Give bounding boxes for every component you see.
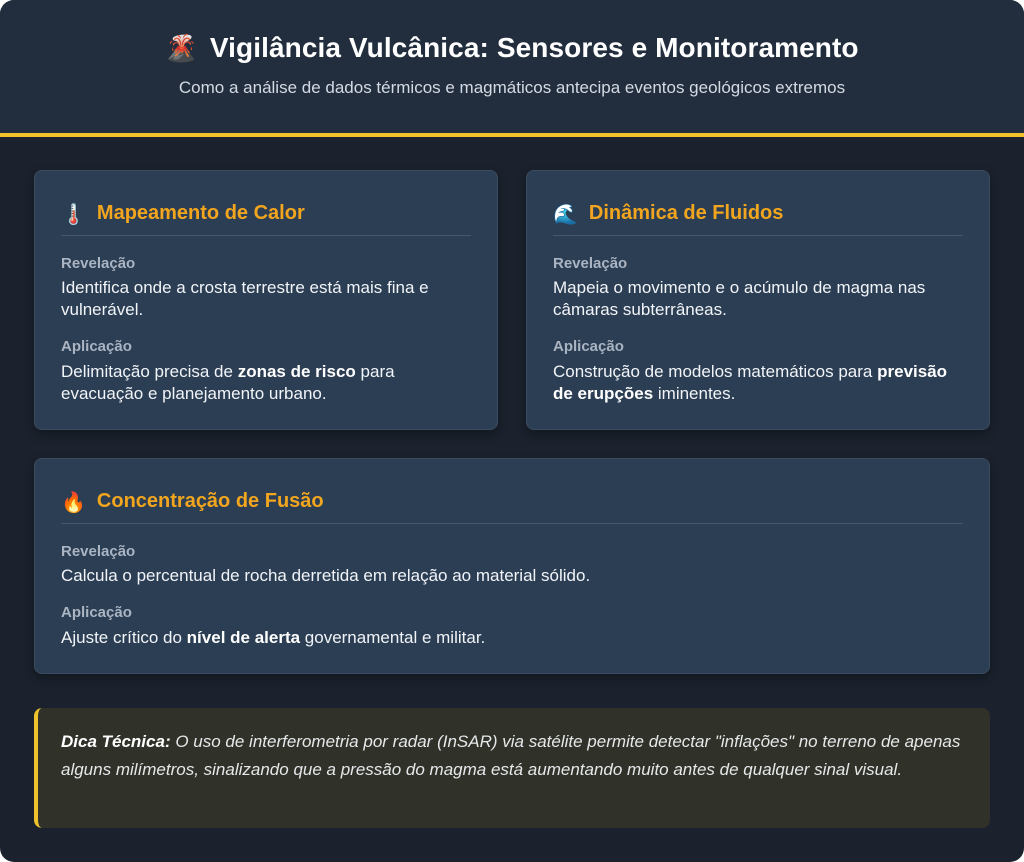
card-title: Concentração de Fusão xyxy=(96,489,324,512)
tip-body: O uso de interferometria por radar (InSAR) via satélite permite detectar "inflações" no terreno de apenas alguns milímetros, sinalizando que a pressão do magma está aumentando muito antes de qualquer sinal visual. xyxy=(61,732,961,779)
revelacao-text: Identifica onde a crosta terrestre está mais fina e vulnerável. xyxy=(61,278,429,319)
thermometer-icon: 🌡️ xyxy=(61,204,86,226)
aplicacao-label: Aplicação xyxy=(61,604,132,621)
technical-tip-box xyxy=(34,708,990,828)
tip-label: Dica Técnica: xyxy=(61,732,171,751)
revelacao-label: Revelação xyxy=(61,255,136,272)
technical-tip-text xyxy=(61,728,968,784)
page-header xyxy=(0,0,1024,133)
aplicacao-text: Ajuste crítico do nível de alerta governamental e militar. xyxy=(61,628,486,647)
highlight-text: previsão de erupções xyxy=(553,362,948,403)
revelacao-label: Revelação xyxy=(553,255,628,272)
revelacao-text: Mapeia o movimento e o acúmulo de magma nas câmaras subterrâneas. xyxy=(553,278,926,319)
card-concentracao-de-fusao xyxy=(34,458,990,674)
highlight-text: nível de alerta xyxy=(186,628,301,647)
revelacao-text: Calcula o percentual de rocha derretida em relação ao material sólido. xyxy=(61,566,591,585)
card-header xyxy=(61,195,471,236)
card-title: Mapeamento de Calor xyxy=(96,201,305,224)
card-title: Dinâmica de Fluidos xyxy=(588,201,784,224)
fire-icon: 🔥 xyxy=(61,492,86,514)
page-title-text: Vigilância Vulcânica: Sensores e Monitoramento xyxy=(209,32,859,63)
card-header xyxy=(553,195,963,236)
aplicacao-label: Aplicação xyxy=(553,338,624,355)
card-dinamica-de-fluidos xyxy=(526,170,990,430)
card-mapeamento-de-calor xyxy=(34,170,498,430)
header-accent-rule xyxy=(0,133,1024,137)
aplicacao-text: Construção de modelos matemáticos para previsão de erupções iminentes. xyxy=(553,362,948,403)
aplicacao-label: Aplicação xyxy=(61,338,132,355)
volcano-icon: 🌋 xyxy=(165,33,198,63)
highlight-text: zonas de risco xyxy=(237,362,356,381)
revelacao-label: Revelação xyxy=(61,543,136,560)
page-title xyxy=(0,32,1024,64)
aplicacao-text: Delimitação precisa de zonas de risco para evacuação e planejamento urbano. xyxy=(61,362,395,403)
card-header xyxy=(61,483,963,524)
water-wave-icon: 🌊 xyxy=(553,204,578,226)
page-subtitle: Como a análise de dados térmicos e magmáticos antecipa eventos geológicos extremos xyxy=(178,78,846,97)
